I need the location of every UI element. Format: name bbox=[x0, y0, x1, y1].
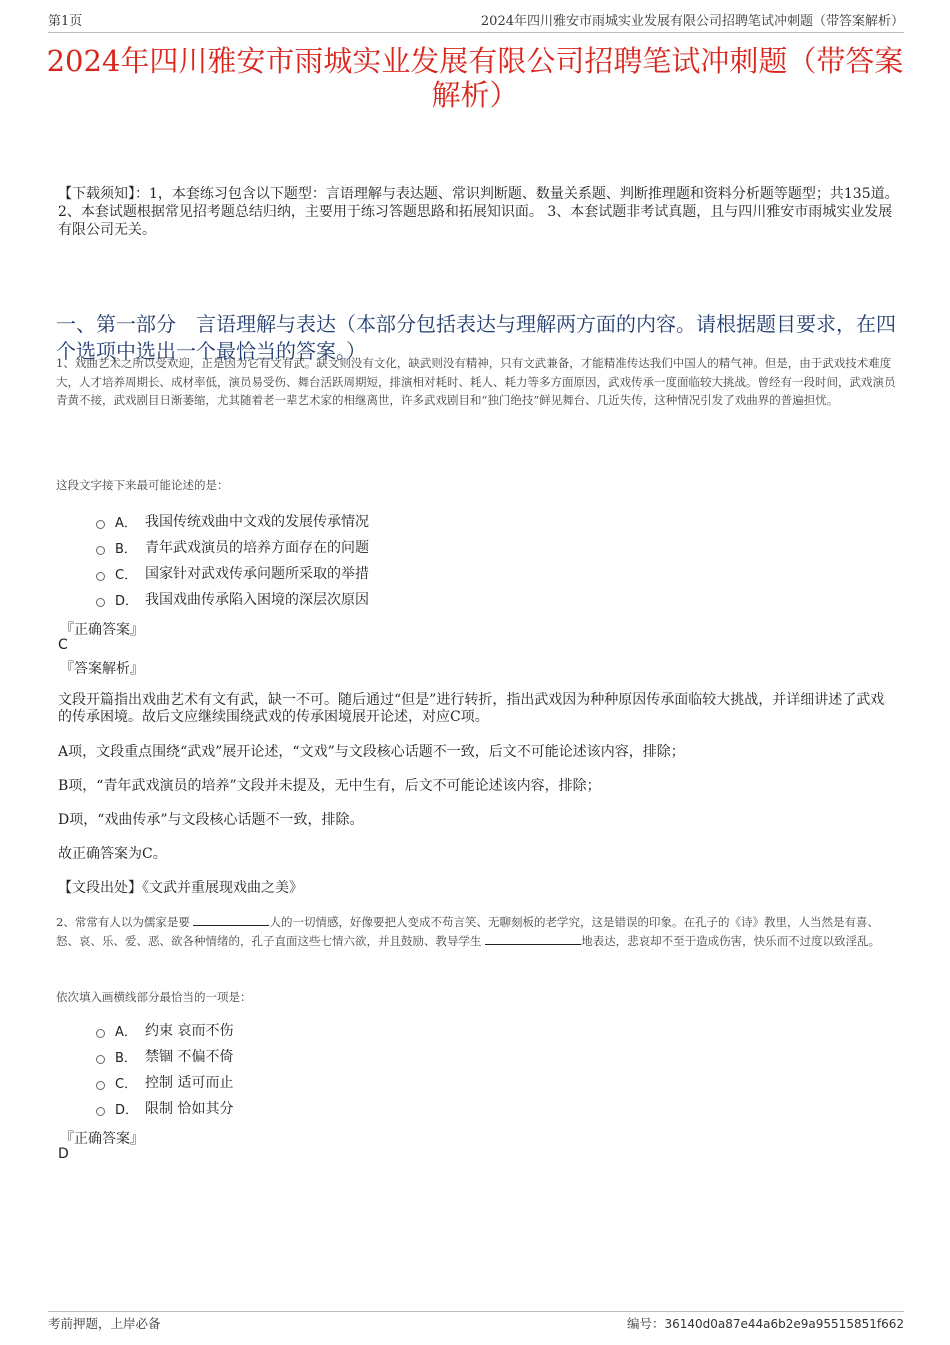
option-letter: C． bbox=[115, 567, 138, 583]
radio-icon[interactable] bbox=[96, 520, 105, 529]
radio-icon[interactable] bbox=[96, 572, 105, 581]
option-letter: C． bbox=[115, 1076, 138, 1092]
q1-analysis-paragraph: 故正确答案为C。 bbox=[58, 846, 167, 862]
q1-analysis-paragraph: A项，文段重点围绕“武戏”展开论述，“文戏”与文段核心话题不一致，后文不可能论述该内容，排除； bbox=[58, 744, 685, 760]
section-title: 一、第一部分 言语理解与表达（本部分包括表达与理解两方面的内容。请根据题目要求，在四个选项中选出一个最恰当的答案。） bbox=[56, 312, 896, 363]
fill-blank bbox=[193, 913, 269, 926]
option-text: 禁锢 不偏不倚 bbox=[145, 1049, 234, 1065]
q2-option-b[interactable] bbox=[96, 1043, 890, 1069]
q2-option-a[interactable] bbox=[96, 1017, 890, 1043]
option-letter: D． bbox=[115, 593, 139, 609]
q1-analysis-paragraph: D项，“戏曲传承”与文段核心话题不一致，排除。 bbox=[58, 812, 364, 828]
radio-icon[interactable] bbox=[96, 1055, 105, 1064]
q1-source: 【文段出处】《文武并重展现戏曲之美》 bbox=[58, 880, 303, 896]
q2-answer-label: 『正确答案』 bbox=[60, 1131, 144, 1147]
radio-icon[interactable] bbox=[96, 598, 105, 607]
q1-analysis-paragraph: 文段开篇指出戏曲艺术有文有武，缺一不可。随后通过“但是”进行转折，指出武戏因为种种原因传承面临较大挑战，并详细讲述了武戏的传承困境。故后文应继续围绕武戏的传承困境展开论述，对应C项。 bbox=[58, 692, 885, 725]
q1-analysis-label: 『答案解析』 bbox=[60, 661, 144, 677]
q1-option-b[interactable] bbox=[96, 534, 890, 560]
q1-options bbox=[96, 508, 890, 612]
option-text: 国家针对武戏传承问题所采取的举措 bbox=[145, 566, 369, 582]
radio-icon[interactable] bbox=[96, 1107, 105, 1116]
option-letter: B． bbox=[115, 1050, 137, 1066]
q2-stem-part: 地表达，悲哀却不至于造成伤害，快乐而不过度以致淫乱。 bbox=[581, 933, 881, 948]
q1-option-a[interactable] bbox=[96, 508, 890, 534]
running-title: 2024年四川雅安市雨城实业发展有限公司招聘笔试冲刺题（带答案解析） bbox=[480, 14, 904, 29]
option-text: 约束 哀而不伤 bbox=[145, 1023, 234, 1039]
q2-question: 依次填入画横线部分最恰当的一项是： bbox=[56, 990, 252, 1004]
q2-stem-part: 人的一切情感，好像要把人变成不苟言笑、无聊刻板的老学究，这是错误的印象。在孔子的《诗》教里，人当然是有喜、怒、哀、乐、爱、恶、欲各种情绪的，孔子直面这些七情六欲，并且鼓励、教导学生 bbox=[56, 915, 879, 948]
q2-stem-part: 2、常常有人以为儒家是要 bbox=[56, 915, 194, 929]
radio-icon[interactable] bbox=[96, 1081, 105, 1090]
option-text: 限制 恰如其分 bbox=[145, 1101, 234, 1117]
code-label: 编号： bbox=[626, 1316, 665, 1331]
q1-stem: 1、戏曲艺术之所以受欢迎，正是因为它有文有武。缺文则没有文化，缺武则没有精神，只有文武兼备，才能精准传达我们中国人的精气神。但是，由于武戏技术难度大，人才培养周期长、成材率低，演员易受伤、舞台活跃周期短，排演相对耗时、耗人、耗力等多方面原因，武戏传承一度面临较大挑战。曾经有一段时间，武戏演员青黄不接，武戏剧目日渐萎缩，尤其随着老一辈艺术家的相继离世，许多武戏剧目和“独门绝技”鲜见舞台、几近失传，这种情况引发了戏曲界的普遍担忧。 bbox=[56, 356, 896, 407]
code-value: 36140d0a87e44a6b2e9a95515851f662 bbox=[664, 1317, 904, 1331]
q1-question: 这段文字接下来最可能论述的是： bbox=[56, 478, 229, 492]
q1-answer-label: 『正确答案』 bbox=[60, 622, 144, 638]
q1-analysis-paragraph: B项，“青年武戏演员的培养”文段并未提及，无中生有，后文不可能论述该内容，排除； bbox=[58, 778, 601, 794]
document-title: 2024年四川雅安市雨城实业发展有限公司招聘笔试冲刺题（带答案解析） bbox=[46, 44, 904, 112]
option-letter: A． bbox=[115, 515, 137, 531]
option-text: 控制 适可而止 bbox=[145, 1075, 234, 1091]
q2-answer: D bbox=[58, 1146, 69, 1162]
footer-code bbox=[627, 1314, 904, 1332]
fill-blank bbox=[485, 932, 581, 945]
page-footer bbox=[48, 1311, 904, 1332]
radio-icon[interactable] bbox=[96, 1029, 105, 1038]
page-number: 第1页 bbox=[48, 14, 83, 29]
option-text: 我国传统戏曲中文戏的发展传承情况 bbox=[145, 514, 369, 530]
option-text: 青年武戏演员的培养方面存在的问题 bbox=[145, 540, 369, 556]
option-text: 我国戏曲传承陷入困境的深层次原因 bbox=[145, 592, 369, 608]
q1-option-d[interactable] bbox=[96, 586, 890, 612]
option-letter: A． bbox=[115, 1024, 137, 1040]
q1-answer: C bbox=[58, 637, 68, 653]
option-letter: B． bbox=[115, 541, 137, 557]
q2-option-c[interactable] bbox=[96, 1069, 890, 1095]
radio-icon[interactable] bbox=[96, 546, 105, 555]
q2-option-d[interactable] bbox=[96, 1095, 890, 1121]
q2-stem bbox=[56, 913, 900, 950]
download-notice: 【下载须知】：1，本套练习包含以下题型：言语理解与表达题、常识判断题、数量关系题、判断推理题和资料分析题等题型；共135道。 2、本套试题根据常见招考题总结归纳，主要用于练习答题思路和拓展知识面。 3、本套试题非考试真题，且与四川雅安市雨城实业发展有限公司无关。 bbox=[58, 186, 899, 238]
q1-option-c[interactable] bbox=[96, 560, 890, 586]
page-header bbox=[48, 10, 904, 33]
footer-slogan: 考前押题，上岸必备 bbox=[48, 1316, 161, 1331]
option-letter: D． bbox=[115, 1102, 139, 1118]
q2-options bbox=[96, 1017, 890, 1121]
